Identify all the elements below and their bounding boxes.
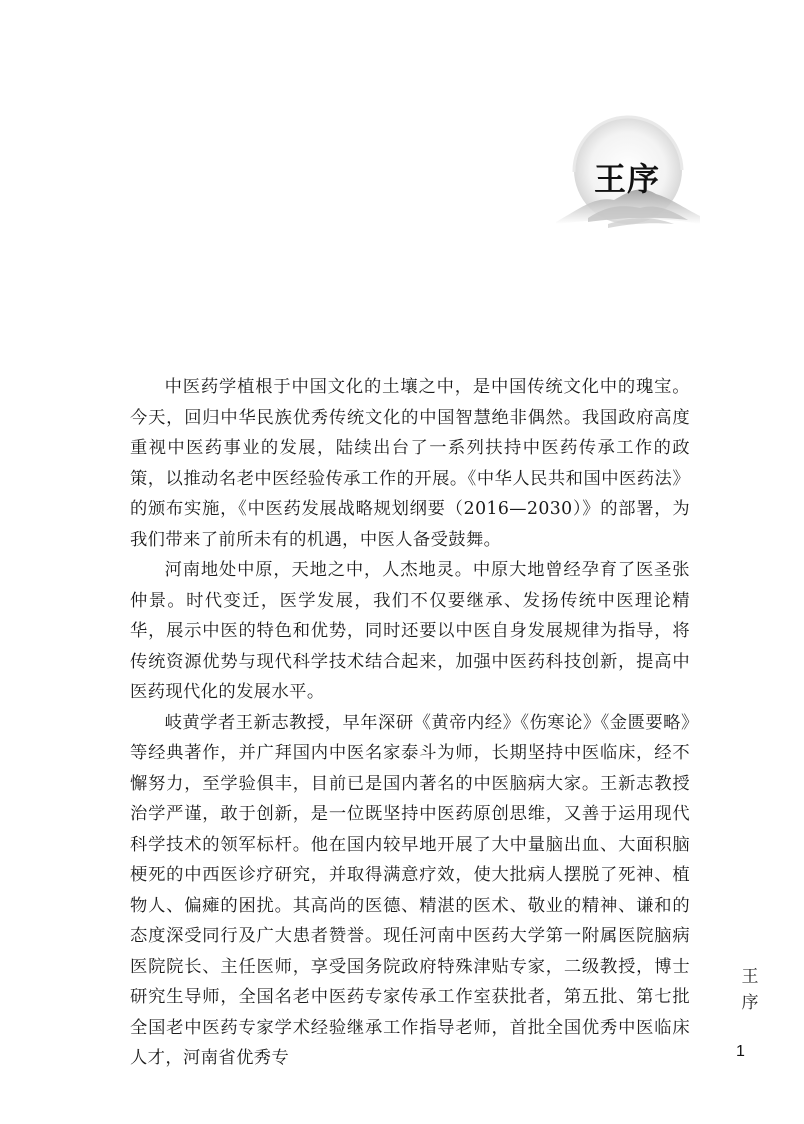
paragraph-3: 岐黄学者王新志教授，早年深研《黄帝内经》《伤寒论》《金匮要略》等经典著作，并广拜国内中医名家泰斗为师，长期坚持中医临床，经不懈努力，至学验俱丰，目前已是国内著名的中医脑病大家。王新志教授治学严谨，敢于创新，是一位既坚持中医药原创思维，又善于运用现代科学技术的领军标杆。他在国内较早地开展了大中量脑出血、大面积脑梗死的中西医诊疗研究，并取得满意疗效，使大批病人摆脱了死神、植物人、偏瘫的困扰。其高尚的医德、精湛的医术、敬业的精神、谦和的态度深受同行及广大患者赞誉。现任河南中医药大学第一附属医院脑病医院院长、主任医师，享受国务院政府特殊津贴专家，二级教授，博士研究生导师，全国名老中医药专家传承工作室获批者，第五批、第七批全国老中医药专家学术经验继承工作指导老师，首批全国优秀中医临床人才，河南省优秀专 (130, 712, 690, 1068)
page-number: 1 (736, 1043, 745, 1060)
side-label-char-1: 王 (741, 967, 759, 987)
paragraph-2: 河南地处中原，天地之中，人杰地灵。中原大地曾经孕育了医圣张仲景。时代变迁，医学发展，我们不仅要继承、发扬传统中医理论精华，展示中医的特色和优势，同时还要以中医自身发展规律为指导，将传统资源优势与现代科学技术结合起来，加强中医药科技创新，提高中医药现代化的发展水平。 (130, 560, 690, 702)
side-label-char-2: 序 (741, 993, 759, 1013)
preface-body (130, 372, 690, 1074)
title-decoration (548, 112, 708, 240)
paragraph-1: 中医药学植根于中国文化的土壤之中，是中国传统文化中的瑰宝。今天，回归中华民族优秀传统文化的中国智慧绝非偶然。我国政府高度重视中医药事业的发展，陆续出台了一系列扶持中医药传承工作的政策，以推动名老中医经验传承工作的开展。《中华人民共和国中医药法》的颁布实施，《中医药发展战略规划纲要（2016—2030）》的部署，为我们带来了前所未有的机遇，中医人备受鼓舞。 (130, 377, 690, 550)
section-side-label (738, 964, 762, 1016)
page-title: 王序 (594, 160, 661, 198)
